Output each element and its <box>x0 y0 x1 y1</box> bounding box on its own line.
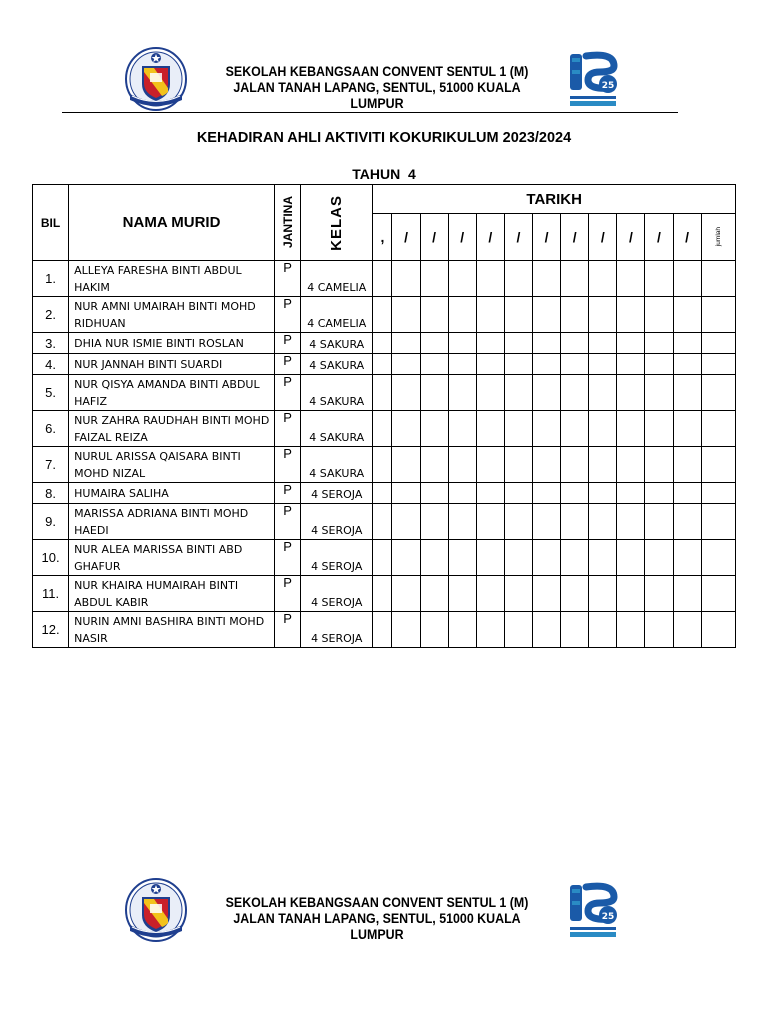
attendance-cell <box>533 411 561 447</box>
student-name: MARISSA ADRIANA BINTI MOHD HAEDI <box>69 504 275 540</box>
date-column-header <box>673 214 701 261</box>
student-gender: P <box>274 333 300 354</box>
attendance-cell <box>701 540 735 576</box>
row-number: 11. <box>33 576 69 612</box>
student-name: DHIA NUR ISMIE BINTI ROSLAN <box>69 333 275 354</box>
row-number: 1. <box>33 261 69 297</box>
attendance-cell <box>448 333 476 354</box>
attendance-cell <box>561 447 589 483</box>
table-row <box>33 540 736 576</box>
attendance-cell <box>420 447 448 483</box>
attendance-cell <box>617 540 645 576</box>
attendance-cell <box>392 540 420 576</box>
attendance-cell <box>533 297 561 333</box>
attendance-cell <box>392 483 420 504</box>
attendance-cell <box>476 483 504 504</box>
col-header-jumlah <box>701 214 735 261</box>
row-number: 10. <box>33 540 69 576</box>
date-mark: / <box>600 229 605 245</box>
attendance-cell <box>504 540 532 576</box>
table-row <box>33 411 736 447</box>
student-name: NUR JANNAH BINTI SUARDI <box>69 354 275 375</box>
attendance-cell <box>392 504 420 540</box>
student-gender: P <box>274 612 300 648</box>
letterhead-top <box>0 44 768 114</box>
attendance-cell <box>617 354 645 375</box>
attendance-cell <box>373 354 392 375</box>
attendance-cell <box>561 354 589 375</box>
attendance-cell <box>589 411 617 447</box>
table-body <box>33 261 736 648</box>
school-identity <box>210 895 543 943</box>
attendance-cell <box>476 576 504 612</box>
attendance-cell <box>373 612 392 648</box>
anniversary-number: 25 <box>601 912 615 922</box>
school-name: SEKOLAH KEBANGSAAN CONVENT SENTUL 1 (M) <box>225 64 529 79</box>
attendance-cell <box>533 333 561 354</box>
student-gender: P <box>274 447 300 483</box>
attendance-table <box>32 184 736 648</box>
attendance-cell <box>373 483 392 504</box>
attendance-cell <box>476 261 504 297</box>
attendance-cell <box>589 297 617 333</box>
row-number: 12. <box>33 612 69 648</box>
student-gender: P <box>274 354 300 375</box>
attendance-cell <box>420 483 448 504</box>
date-mark: / <box>544 229 549 245</box>
row-number: 6. <box>33 411 69 447</box>
school-crest-logo <box>124 46 188 112</box>
date-mark: / <box>460 229 465 245</box>
date-column-header <box>373 214 392 261</box>
attendance-cell <box>420 375 448 411</box>
header-divider <box>62 112 678 113</box>
student-class: 4 SAKURA <box>301 354 373 375</box>
date-column-header <box>392 214 420 261</box>
attendance-cell <box>701 483 735 504</box>
student-class: 4 SEROJA <box>301 540 373 576</box>
student-class: 4 SEROJA <box>301 576 373 612</box>
student-gender: P <box>274 483 300 504</box>
col-header-tarikh: TARIKH <box>373 185 736 214</box>
attendance-cell <box>504 411 532 447</box>
date-mark: / <box>432 229 437 245</box>
student-name: NUR AMNI UMAIRAH BINTI MOHD RIDHUAN <box>69 297 275 333</box>
attendance-cell <box>617 447 645 483</box>
student-class: 4 SAKURA <box>301 447 373 483</box>
student-class: 4 SAKURA <box>301 411 373 447</box>
attendance-cell <box>645 411 673 447</box>
table-row <box>33 333 736 354</box>
table-row <box>33 297 736 333</box>
attendance-cell <box>392 354 420 375</box>
date-column-header <box>561 214 589 261</box>
attendance-cell <box>561 333 589 354</box>
date-mark: / <box>404 229 408 245</box>
attendance-cell <box>645 297 673 333</box>
attendance-cell <box>533 261 561 297</box>
date-column-header <box>476 214 504 261</box>
attendance-cell <box>701 261 735 297</box>
attendance-cell <box>504 483 532 504</box>
table-row <box>33 261 736 297</box>
jantina-label: JANTINA <box>280 196 295 249</box>
anniversary-logo <box>566 881 620 941</box>
student-name: NUR QISYA AMANDA BINTI ABDUL HAFIZ <box>69 375 275 411</box>
attendance-cell <box>392 576 420 612</box>
attendance-cell <box>589 261 617 297</box>
student-gender: P <box>274 540 300 576</box>
attendance-cell <box>373 411 392 447</box>
date-column-header <box>504 214 532 261</box>
attendance-cell <box>504 576 532 612</box>
attendance-cell <box>504 504 532 540</box>
attendance-cell <box>645 483 673 504</box>
attendance-cell <box>420 504 448 540</box>
attendance-cell <box>673 447 701 483</box>
attendance-cell <box>589 333 617 354</box>
attendance-cell <box>617 576 645 612</box>
attendance-cell <box>533 483 561 504</box>
attendance-cell <box>673 297 701 333</box>
date-mark: / <box>488 229 493 245</box>
attendance-cell <box>617 297 645 333</box>
attendance-cell <box>476 504 504 540</box>
attendance-cell <box>476 447 504 483</box>
attendance-cell <box>645 612 673 648</box>
attendance-cell <box>645 540 673 576</box>
attendance-cell <box>373 540 392 576</box>
attendance-cell <box>420 354 448 375</box>
school-crest-logo <box>124 877 188 943</box>
row-number: 4. <box>33 354 69 375</box>
school-address: JALAN TANAH LAPANG, SENTUL, 51000 KUALA LUMPUR <box>233 80 521 111</box>
attendance-cell <box>448 375 476 411</box>
attendance-cell <box>533 354 561 375</box>
col-header-bil: BIL <box>33 185 69 261</box>
attendance-cell <box>645 447 673 483</box>
col-header-nama: NAMA MURID <box>69 185 275 261</box>
attendance-cell <box>561 375 589 411</box>
attendance-cell <box>476 297 504 333</box>
table-row <box>33 447 736 483</box>
attendance-cell <box>617 483 645 504</box>
attendance-cell <box>373 504 392 540</box>
attendance-cell <box>589 483 617 504</box>
attendance-cell <box>701 297 735 333</box>
student-class: 4 SEROJA <box>301 504 373 540</box>
attendance-cell <box>373 447 392 483</box>
attendance-cell <box>392 612 420 648</box>
attendance-cell <box>589 612 617 648</box>
attendance-cell <box>504 354 532 375</box>
row-number: 3. <box>33 333 69 354</box>
attendance-cell <box>673 504 701 540</box>
attendance-cell <box>617 504 645 540</box>
student-class: 4 CAMELIA <box>301 261 373 297</box>
attendance-cell <box>561 540 589 576</box>
date-mark: / <box>657 229 661 245</box>
attendance-cell <box>448 612 476 648</box>
attendance-cell <box>476 612 504 648</box>
student-class: 4 SEROJA <box>301 483 373 504</box>
attendance-cell <box>645 354 673 375</box>
attendance-cell <box>645 576 673 612</box>
row-number: 2. <box>33 297 69 333</box>
attendance-cell <box>373 261 392 297</box>
attendance-cell <box>617 375 645 411</box>
col-header-jantina <box>274 185 300 261</box>
col-header-kelas <box>301 185 373 261</box>
attendance-cell <box>561 297 589 333</box>
attendance-cell <box>504 261 532 297</box>
attendance-cell <box>392 411 420 447</box>
attendance-cell <box>645 504 673 540</box>
attendance-cell <box>673 354 701 375</box>
student-gender: P <box>274 297 300 333</box>
row-number: 9. <box>33 504 69 540</box>
date-column-header <box>448 214 476 261</box>
student-gender: P <box>274 261 300 297</box>
attendance-cell <box>673 375 701 411</box>
date-column-header <box>645 214 673 261</box>
attendance-cell <box>617 612 645 648</box>
attendance-cell <box>504 333 532 354</box>
attendance-cell <box>476 354 504 375</box>
table-row <box>33 354 736 375</box>
attendance-cell <box>504 612 532 648</box>
row-number: 5. <box>33 375 69 411</box>
school-address: JALAN TANAH LAPANG, SENTUL, 51000 KUALA LUMPUR <box>233 911 521 942</box>
attendance-cell <box>392 297 420 333</box>
attendance-cell <box>476 540 504 576</box>
attendance-cell <box>448 540 476 576</box>
anniversary-number: 25 <box>601 81 615 91</box>
attendance-cell <box>673 576 701 612</box>
attendance-cell <box>589 447 617 483</box>
school-identity <box>210 64 543 112</box>
attendance-cell <box>533 504 561 540</box>
attendance-cell <box>617 261 645 297</box>
table-row <box>33 576 736 612</box>
attendance-cell <box>589 504 617 540</box>
attendance-cell <box>617 333 645 354</box>
attendance-cell <box>392 375 420 411</box>
row-number: 8. <box>33 483 69 504</box>
document-title: KEHADIRAN AHLI AKTIVITI KOKURIKULUM 2023/2024 <box>196 130 572 146</box>
attendance-cell <box>392 261 420 297</box>
attendance-cell <box>673 261 701 297</box>
attendance-cell <box>392 447 420 483</box>
attendance-cell <box>448 411 476 447</box>
attendance-cell <box>420 612 448 648</box>
attendance-cell <box>504 447 532 483</box>
attendance-cell <box>589 375 617 411</box>
attendance-cell <box>373 375 392 411</box>
date-column-header <box>617 214 645 261</box>
row-number: 7. <box>33 447 69 483</box>
attendance-cell <box>701 447 735 483</box>
attendance-cell <box>448 297 476 333</box>
attendance-cell <box>392 333 420 354</box>
attendance-cell <box>561 612 589 648</box>
attendance-cell <box>589 576 617 612</box>
attendance-cell <box>420 333 448 354</box>
student-gender: P <box>274 375 300 411</box>
student-class: 4 SAKURA <box>301 333 373 354</box>
attendance-cell <box>673 612 701 648</box>
attendance-cell <box>476 375 504 411</box>
student-class: 4 CAMELIA <box>301 297 373 333</box>
attendance-cell <box>673 540 701 576</box>
attendance-cell <box>476 333 504 354</box>
attendance-cell <box>448 576 476 612</box>
attendance-cell <box>533 540 561 576</box>
attendance-cell <box>589 354 617 375</box>
date-mark: , <box>380 229 385 245</box>
date-mark: / <box>628 229 633 245</box>
date-mark: / <box>516 229 521 245</box>
attendance-cell <box>533 375 561 411</box>
student-class: 4 SEROJA <box>301 612 373 648</box>
attendance-cell <box>420 411 448 447</box>
attendance-cell <box>533 612 561 648</box>
attendance-cell <box>645 261 673 297</box>
attendance-cell <box>448 504 476 540</box>
attendance-cell <box>673 411 701 447</box>
header-row-1 <box>33 185 736 214</box>
attendance-cell <box>476 411 504 447</box>
student-class: 4 SAKURA <box>301 375 373 411</box>
table-row <box>33 612 736 648</box>
student-gender: P <box>274 411 300 447</box>
kelas-label: KELAS <box>328 194 346 251</box>
table-row <box>33 483 736 504</box>
attendance-cell <box>561 483 589 504</box>
attendance-cell <box>701 576 735 612</box>
student-name: ALLEYA FARESHA BINTI ABDUL HAKIM <box>69 261 275 297</box>
attendance-cell <box>673 333 701 354</box>
attendance-cell <box>589 540 617 576</box>
student-name: HUMAIRA SALIHA <box>69 483 275 504</box>
attendance-cell <box>373 297 392 333</box>
attendance-cell <box>504 375 532 411</box>
table-row <box>33 504 736 540</box>
attendance-cell <box>561 576 589 612</box>
date-column-header <box>533 214 561 261</box>
attendance-cell <box>561 504 589 540</box>
attendance-cell <box>420 576 448 612</box>
attendance-cell <box>561 261 589 297</box>
jumlah-label: jumlah <box>714 227 722 247</box>
student-name: NURIN AMNI BASHIRA BINTI MOHD NASIR <box>69 612 275 648</box>
date-column-header <box>589 214 617 261</box>
attendance-cell <box>533 576 561 612</box>
attendance-cell <box>373 333 392 354</box>
attendance-cell <box>533 447 561 483</box>
attendance-cell <box>701 354 735 375</box>
table-row <box>33 375 736 411</box>
attendance-cell <box>448 261 476 297</box>
attendance-cell <box>448 447 476 483</box>
attendance-cell <box>701 612 735 648</box>
attendance-cell <box>645 333 673 354</box>
date-column-header <box>420 214 448 261</box>
attendance-cell <box>373 576 392 612</box>
student-gender: P <box>274 576 300 612</box>
attendance-cell <box>448 483 476 504</box>
attendance-cell <box>645 375 673 411</box>
student-name: NURUL ARISSA QAISARA BINTI MOHD NIZAL <box>69 447 275 483</box>
attendance-cell <box>617 411 645 447</box>
student-name: NUR KHAIRA HUMAIRAH BINTI ABDUL KABIR <box>69 576 275 612</box>
attendance-cell <box>420 540 448 576</box>
date-mark: / <box>572 229 577 245</box>
attendance-cell <box>504 297 532 333</box>
attendance-cell <box>701 411 735 447</box>
letterhead-bottom <box>0 875 768 945</box>
attendance-cell <box>420 297 448 333</box>
date-mark: / <box>685 229 690 245</box>
attendance-cell <box>701 375 735 411</box>
attendance-cell <box>448 354 476 375</box>
attendance-cell <box>701 333 735 354</box>
attendance-cell <box>420 261 448 297</box>
attendance-cell <box>561 411 589 447</box>
attendance-cell <box>673 483 701 504</box>
anniversary-logo <box>566 50 620 110</box>
document-subtitle: TAHUN 4 <box>352 166 416 182</box>
school-name: SEKOLAH KEBANGSAAN CONVENT SENTUL 1 (M) <box>225 895 529 910</box>
student-name: NUR ZAHRA RAUDHAH BINTI MOHD FAIZAL REIZA <box>69 411 275 447</box>
attendance-cell <box>701 504 735 540</box>
student-gender: P <box>274 504 300 540</box>
student-name: NUR ALEA MARISSA BINTI ABD GHAFUR <box>69 540 275 576</box>
